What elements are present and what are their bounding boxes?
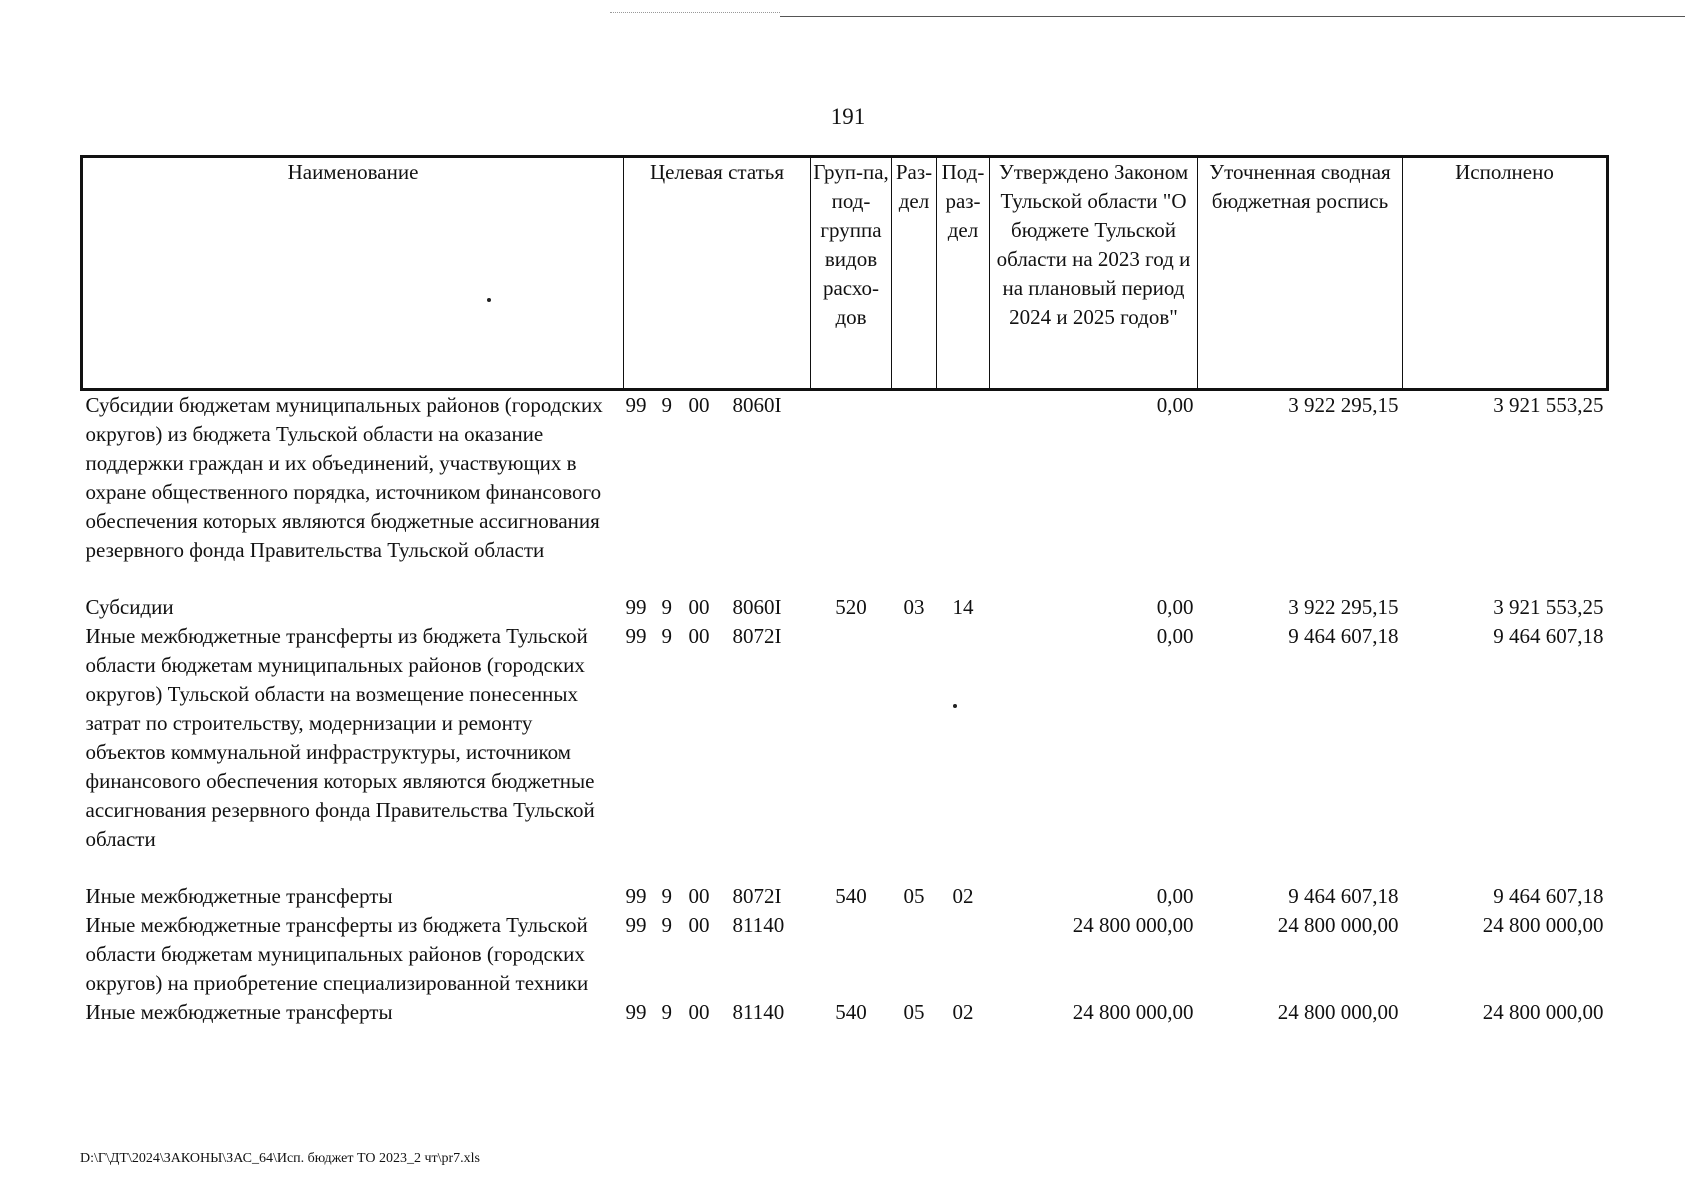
row-section	[892, 390, 937, 594]
header-section: Раз-дел	[892, 157, 937, 390]
row-executed: 3 921 553,25	[1493, 595, 1604, 619]
header-group: Груп-па, под-группа видов расхо-дов	[811, 157, 892, 390]
row-executed: 24 800 000,00	[1482, 1000, 1604, 1024]
row-subsection	[937, 390, 990, 594]
scan-artifact-dots	[610, 12, 780, 13]
table-row	[82, 882, 1608, 911]
budget-table	[80, 155, 1609, 1027]
row-group: 540	[835, 1000, 867, 1024]
row-executed: 3 921 553,25	[1493, 393, 1604, 417]
row-approved: 0,00	[1156, 884, 1194, 908]
code-part: 8060I	[732, 393, 782, 417]
header-approved: Утверждено Законом Тульской области "О бюджете Тульской области на 2023 год и на плановый период 2024 и 2025 годов"	[990, 157, 1198, 390]
row-section: 05	[903, 884, 925, 908]
row-group	[811, 622, 892, 882]
row-group: 520	[835, 595, 867, 619]
code-part: 9	[661, 884, 672, 908]
row-name: Иные межбюджетные трансферты из бюджета Тульской области бюджетам муниципальных районов (городских округов) на приобретение специализированной техники	[85, 913, 589, 995]
row-name: Иные межбюджетные трансферты	[85, 884, 393, 908]
row-code	[624, 911, 811, 998]
code-part: 8072I	[732, 884, 782, 908]
row-executed: 9 464 607,18	[1493, 884, 1604, 908]
code-part: 9	[661, 595, 672, 619]
footer-file-path: D:\Г\ДТ\2024\ЗАКОНЫ\ЗАС_64\Исп. бюджет ТО 2023_2 чт\pr7.xls	[80, 1151, 480, 1166]
row-section: 05	[903, 1000, 925, 1024]
row-refined: 9 464 607,18	[1288, 624, 1399, 648]
row-refined: 3 922 295,15	[1288, 393, 1399, 417]
code-part: 00	[688, 393, 710, 417]
row-subsection	[937, 911, 990, 998]
table-row	[82, 998, 1608, 1027]
row-code	[624, 622, 811, 882]
code-part: 99	[625, 595, 647, 619]
scan-speck	[953, 704, 957, 708]
row-refined: 24 800 000,00	[1277, 1000, 1399, 1024]
table-row	[82, 911, 1608, 998]
row-approved: 24 800 000,00	[1072, 1000, 1194, 1024]
row-code	[624, 998, 811, 1027]
row-name: Субсидии	[85, 595, 174, 619]
header-refined: Уточненная сводная бюджетная роспись	[1198, 157, 1403, 390]
table-row	[82, 622, 1608, 882]
header-executed: Исполнено	[1403, 157, 1608, 390]
code-part: 81140	[732, 1000, 785, 1024]
code-part: 9	[661, 624, 672, 648]
code-part: 00	[688, 1000, 710, 1024]
top-rule	[780, 16, 1685, 17]
code-part: 99	[625, 624, 647, 648]
code-part: 99	[625, 884, 647, 908]
row-subsection	[937, 622, 990, 882]
table-row	[82, 593, 1608, 622]
table-row	[82, 390, 1608, 594]
row-subsection: 02	[952, 884, 974, 908]
code-part: 00	[688, 913, 710, 937]
row-name: Субсидии бюджетам муниципальных районов (городских округов) из бюджета Тульской области на оказание поддержки граждан и их объединений, участвующих в охране общественного порядка, источником финансового обеспечения которых являются бюджетные ассигнования резервного фонда Правительства Тульской области	[85, 393, 603, 562]
code-part: 99	[625, 913, 647, 937]
header-target-article: Целевая статья	[624, 157, 811, 390]
code-part: 9	[661, 913, 672, 937]
row-name: Иные межбюджетные трансферты	[85, 1000, 393, 1024]
row-approved: 0,00	[1156, 393, 1194, 417]
row-refined: 9 464 607,18	[1288, 884, 1399, 908]
code-part: 81140	[732, 913, 785, 937]
row-subsection: 14	[952, 595, 974, 619]
code-part: 00	[688, 884, 710, 908]
row-refined: 24 800 000,00	[1277, 913, 1399, 937]
row-subsection: 02	[952, 1000, 974, 1024]
code-part: 99	[625, 393, 647, 417]
row-section	[892, 622, 937, 882]
row-group: 540	[835, 884, 867, 908]
code-part: 9	[661, 1000, 672, 1024]
row-approved: 0,00	[1156, 624, 1194, 648]
row-approved: 0,00	[1156, 595, 1194, 619]
row-refined: 3 922 295,15	[1288, 595, 1399, 619]
code-part: 00	[688, 624, 710, 648]
row-code	[624, 593, 811, 622]
row-group	[811, 911, 892, 998]
scan-speck	[487, 298, 491, 302]
code-part: 8060I	[732, 595, 782, 619]
page-number: 191	[830, 104, 866, 129]
table-header	[82, 157, 1608, 390]
code-part: 8072I	[732, 624, 782, 648]
header-name: Наименование	[82, 157, 624, 390]
row-code	[624, 390, 811, 594]
row-code	[624, 882, 811, 911]
table-body	[82, 390, 1608, 1028]
code-part: 00	[688, 595, 710, 619]
header-subsection: Под-раз-дел	[937, 157, 990, 390]
row-name: Иные межбюджетные трансферты из бюджета Тульской области бюджетам муниципальных районов (городских округов) Тульской области на возмещение понесенных затрат по строительству, модернизации и ремонту объектов коммунальной инфраструктуры, источником финансового обеспечения которых являются бюджетные ассигнования резервного фонда Правительства Тульской области	[85, 624, 595, 851]
row-section: 03	[903, 595, 925, 619]
row-group	[811, 390, 892, 594]
code-part: 99	[625, 1000, 647, 1024]
row-section	[892, 911, 937, 998]
row-executed: 9 464 607,18	[1493, 624, 1604, 648]
row-approved: 24 800 000,00	[1072, 913, 1194, 937]
row-executed: 24 800 000,00	[1482, 913, 1604, 937]
code-part: 9	[661, 393, 672, 417]
